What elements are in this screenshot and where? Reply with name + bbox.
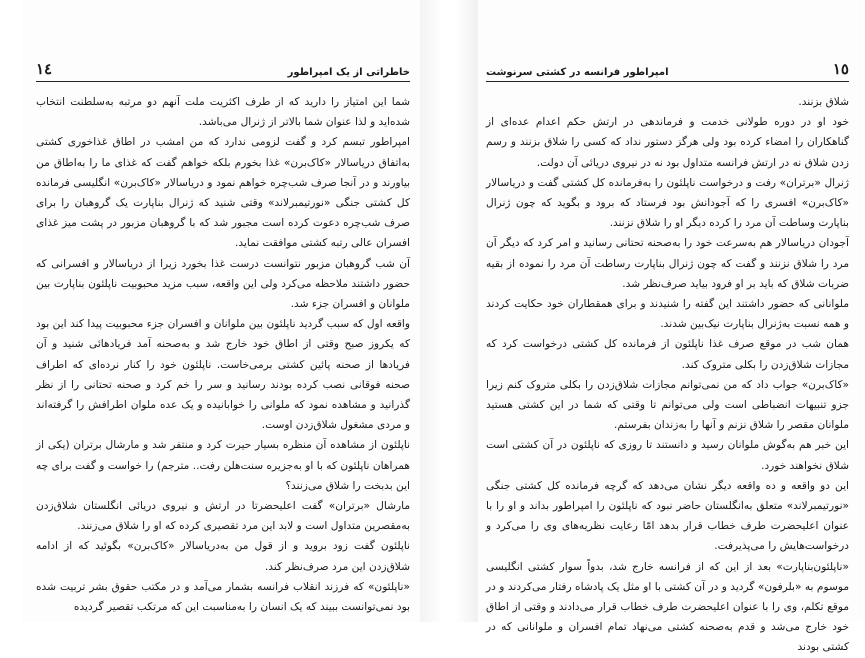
right-page: [478, 0, 863, 654]
right-paragraph-8: این خبر هم به‌گوش ملوانان رسید و دانستند تا روزی که ناپلئون در آن کشتی است شلاق نخواهند خورد.: [486, 439, 849, 472]
right-paragraph-6: همان شب در موقع صرف غذا ناپلئون از فرمانده کل کشتی درخواست کرد که مجازات شلاق‌زدن را بکلی متروک کند.: [486, 338, 849, 371]
left-running-title: خاطراتی از یک امپراطور: [287, 67, 410, 78]
left-page-header: [36, 56, 410, 82]
left-page-body: [36, 92, 410, 614]
right-paragraph-4: آجودان دریاسالار هم به‌سرعت خود را به‌صحنه تحتانی رسانید و امر کرد که دیگر آن مرد را شلاق نزنند و گفت که چون ژنرال بناپارت رساطت آن مرد را نموده از بقیه ضربات شلاق که باید بر او فرود بیاید صرف‌نظر شد.: [486, 237, 849, 290]
right-paragraph-2: خود او در دوره طولانی خدمت و فرماندهی در ارتش حکم اعدام عده‌ای از گناهکاران را امضاء کرده بود ولی هرگز دستور نداد که کسی را شلاق بزنند و رسم زدن شلاق نه در ارتش فرانسه متداول بود نه در نیروی دریائی آن دولت.: [486, 116, 849, 169]
right-paragraph-5: ملوانانی که حضور داشتند این گفته را شنیدند و برای همقطاران خود حکایت کردند و همه نسبت به‌ژنرال بناپارت نیک‌بین شدند.: [486, 298, 849, 331]
left-paragraph-4: واقعه اول که سبب گردید ناپلئون بین ملوانان و افسران جزء محبوبیت پیدا کند این بود که یکروز صبح وقتی از اطاق خود خارج شد و به‌صحنه آمد فریادهائی شنید و آن فریادها از صحنه پائین کشتی برمی‌خاست. ناپلئون خود را کنار نرده‌ای که اطراف صحنه فوقانی نصب کرده بودند رسانید و سر را خم کرد و صحنه تحتانی را از نظر گذرانید و مشاهده نمود که ملوانی را خوابانیده و یک عده ملوان اطرافش را گرفته‌اند و مردی مشغول شلاق‌زدن اوست.: [36, 318, 410, 432]
book-gutter: [420, 0, 478, 622]
left-paragraph-6: مارشال «برتران» گفت اعلیحضرتا در ارتش و نیروی دریائی انگلستان شلاق‌زدن به‌مقصرین متداول است و لابد این مرد تقصیری کرده که او را شلاق می‌زنند.: [36, 500, 410, 533]
right-paragraph-9: این دو واقعه و ده واقعه دیگر نشان می‌دهد که گرچه فرمانده کل کشتی جنگی «نورتیمبرلاند» متعلق به‌انگلستان حاضر نبود که ناپلئون را امپراطور بداند و او را با عنوان اعلیحضرت طرف خطاب قرار بدهد امّا رعایت نظریه‌های وی را می‌کرد و درخواست‌هایش را می‌پذیرفت.: [486, 479, 849, 553]
right-paragraph-10: «ناپلئون‌بناپارت» بعد از این که از فرانسه خارج شد، بدواً سوار کشتی انگلیسی موسوم به «بلرفون» گردید و در آن کشتی با او مثل یک پادشاه رفتار می‌کردند و در موقع تکلم، وی را با عنوان اعلیحضرت طرف خطاب قرار می‌دادند و وقتی از اطاق خود خارج می‌شد و قدم به‌صحنه کشتی می‌نهاد تمام افسران و ملوانانی که در کشتی بودند: [486, 560, 849, 654]
right-paragraph-3: ژنرال «برتران» رفت و درخواست ناپلئون را به‌فرمانده کل کشتی گفت و دریاسالار «کاک‌برن» افسری را که آجودانش بود فرستاد که برود و بگوید که چون ژنرال بناپارت وساطت آن مرد را کرده دیگر او را شلاق نزنند.: [486, 176, 849, 230]
left-paragraph-3: آن شب گروهبان مزبور نتوانست درست غذا بخورد زیرا از دریاسالار و افسرانی که حضور داشتند ملاحظه می‌کرد ولی این واقعه، سبب مزید محبوبیت ناپلئون بناپارت بین ملوانان و افسران جزء شد.: [36, 257, 410, 311]
left-page: [22, 0, 420, 622]
right-page-number: ١٥: [832, 60, 849, 78]
right-page-body: [486, 92, 849, 654]
left-paragraph-7: ناپلئون گفت زود بروید و از قول من به‌دریاسالار «کاک‌برن» بگوئید که از ادامه شلاق‌زدن این مرد صرف‌نظر کند.: [36, 540, 410, 573]
right-paragraph-1: شلاق بزنند.: [798, 96, 849, 108]
left-page-number: ١٤: [36, 60, 53, 78]
right-running-title: امپراطور فرانسه در کشتی سرنوشت: [486, 67, 669, 78]
left-paragraph-8: «ناپلئون» که فرزند انقلاب فرانسه بشمار می‌آمد و در مکتب حقوق بشر تربیت شده بود نمی‌توانست ببیند که یک انسان را به‌مناسبت این که مرتکب تقصیر گردیده: [36, 580, 410, 614]
left-paragraph-5: ناپلئون از مشاهده آن منظره بسیار حیرت کرد و منتفر شد و مارشال برتران (یکی از همراهان ناپلئون که با او به‌جزیره سنت‌هلن رفت.. مترجم) را خواست و گفت برای چه این بدبخت را شلاق می‌زنند؟: [36, 439, 410, 492]
right-paragraph-7: «کاک‌برن» جواب داد که من نمی‌توانم مجازات شلاق‌زدن را بکلی متروک کنم زیرا جزو تنبیهات انضباطی است ولی می‌توانم تا وقتی که شما در این کشتی هستید ملوانان مقصر را شلاق نزنم و آنها را به‌زندان بفرستم.: [486, 378, 849, 432]
left-paragraph-2: امپراطور تبسم کرد و گفت لزومی ندارد که من امشب در اطاق غذاخوری کشتی به‌اتفاق دریاسالار «کاک‌برن» غذا بخورم بلکه خواهم گفت که غذای ما را به‌اطاق من بیاورند و در آنجا صرف شب‌چره خواهم نمود و دریاسالار «کاک‌برن» انگلیسی فرمانده کل کشتی جنگی «نورتیمبرلاند» وقتی شنید که ژنرال بناپارت یک گروهبان را برای صرف شب‌چره دعوت کرده است مجبور شد که با گروهبان مزبور در پشت میز غذای افسران عالی رتبه کشتی موافقت نماید.: [36, 136, 410, 250]
left-paragraph-1: شما این امتیاز را دارید که از طرف اکثریت ملت آنهم دو مرتبه به‌سلطنت انتخاب شده‌اید و لذا عنوان شما بالاتر از ژنرال می‌باشد.: [36, 96, 410, 129]
right-page-header: [486, 56, 849, 82]
